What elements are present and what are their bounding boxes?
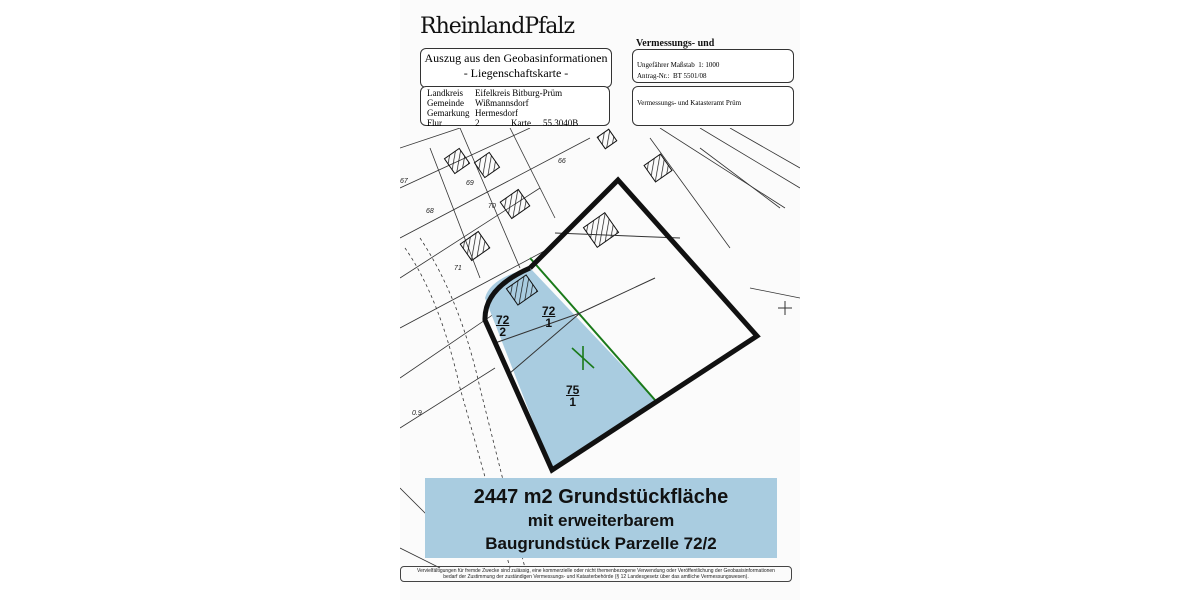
authority-heading: Vermessungs- und	[636, 38, 715, 49]
parcel-label-72-1: 72 1	[542, 304, 556, 330]
order-value: BT 5501/08	[672, 72, 707, 80]
rheinland-pfalz-logo: RheinlandPfalz	[420, 14, 575, 39]
office-box	[632, 86, 794, 126]
scale-label: Ungefährer Maßstab	[637, 61, 695, 69]
parcel-label-75-1: 75 1	[566, 383, 580, 409]
order-label: Antrag-Nr.:	[637, 72, 670, 80]
title-line-2: - Liegenschaftskarte -	[463, 66, 569, 80]
title-line-1: Auszug aus den Geobasinformationen	[424, 51, 608, 65]
flur-value: 2	[475, 118, 480, 128]
map-label-66: 66	[558, 158, 566, 165]
gemarkung-label: Gemarkung	[427, 108, 470, 118]
map-label-70: 70	[488, 203, 496, 210]
map-label-68: 68	[426, 208, 434, 215]
scale-box	[632, 49, 794, 83]
gemarkung-value: Hermesdorf	[475, 108, 518, 118]
location-box	[420, 86, 610, 126]
parcel-label-72-2: 72 2	[496, 313, 510, 339]
gemeinde-value: Wißmannsdorf	[475, 98, 529, 108]
map-label-0-9: 0.9	[412, 410, 422, 417]
area-banner	[425, 478, 777, 558]
title-box	[420, 48, 612, 88]
banner-line-3: Baugrundstück Parzelle 72/2	[485, 534, 717, 553]
cadastral-map-document	[400, 0, 800, 600]
landkreis-label: Landkreis	[427, 88, 463, 98]
map-label-69: 69	[466, 180, 474, 187]
scale-value: 1: 1000	[698, 61, 720, 69]
gemeinde-label: Gemeinde	[427, 98, 464, 108]
highlighted-parcel-area	[485, 268, 655, 470]
landkreis-value: Eifelkreis Bitburg-Prüm	[475, 88, 563, 98]
footer-notice	[400, 566, 792, 582]
banner-line-2: mit erweiterbarem	[527, 511, 675, 530]
office-text: Vermessungs- und Katasteramt Prüm	[637, 99, 742, 107]
karte-value: 55.3040B	[543, 118, 579, 128]
footer-line-2: bedarf der Zustimmung der zuständigen Vermessungs- und Katasterbehörde (§ 12 Landesgesetz über das amtliche Vermessungswesen).	[443, 574, 749, 580]
banner-line-1: 2447 m2 Grundstückfläche	[473, 486, 729, 508]
survey-cross-right	[778, 301, 792, 315]
footer-line-1: Vervielfältigungen für fremde Zwecke sind zulässig, eine kommerzielle oder nicht themenbezogene Verwendung oder Veröffentlichung der Geobasisinformationen	[417, 568, 775, 574]
karte-label: Karte	[511, 118, 531, 128]
flur-label: Flur	[427, 118, 443, 128]
map-label-67: 67	[400, 178, 408, 185]
map-label-71: 71	[454, 265, 462, 272]
